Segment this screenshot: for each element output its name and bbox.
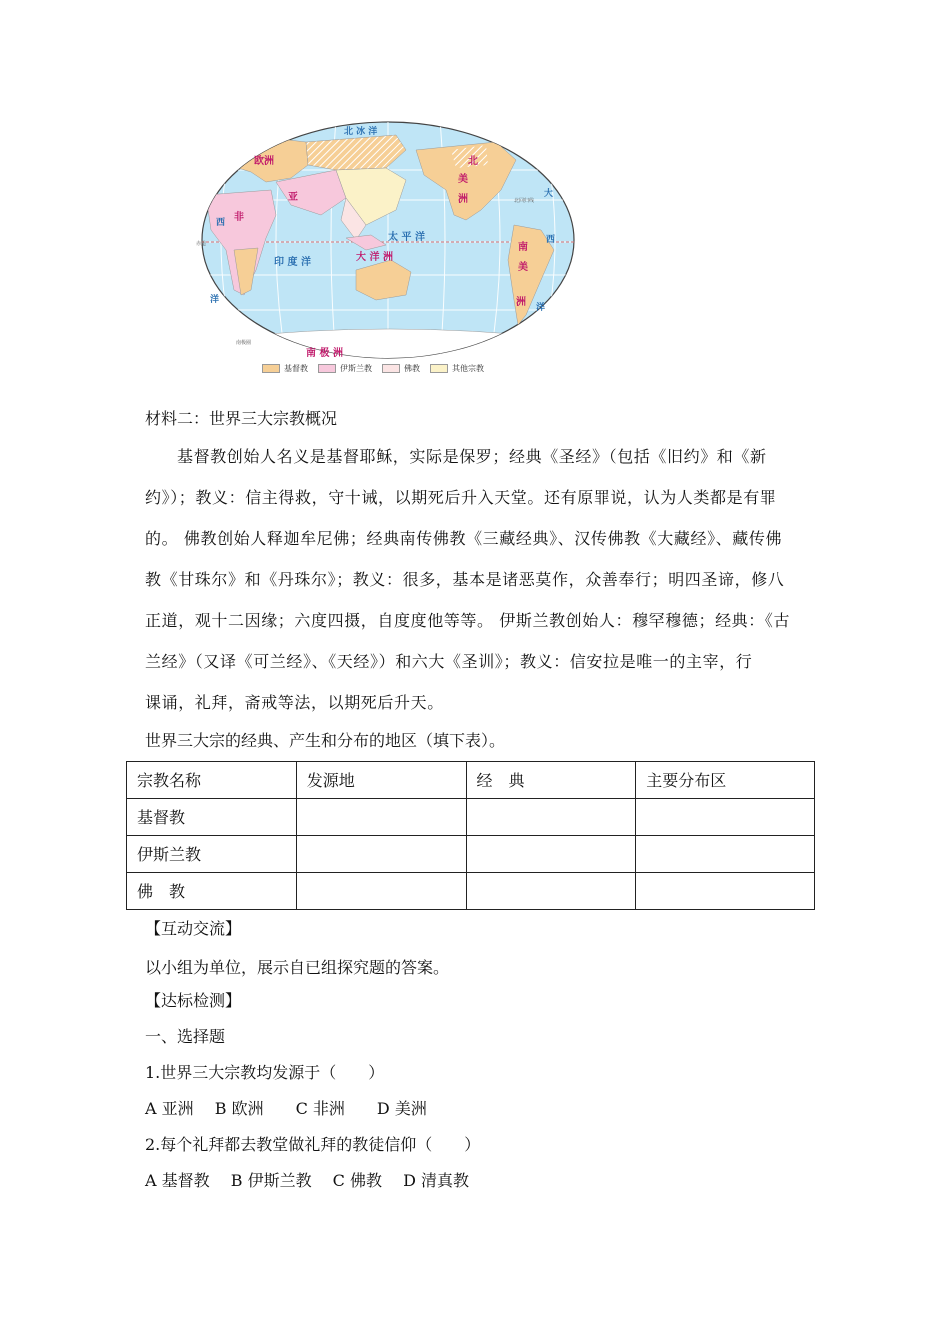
legend-swatch	[382, 364, 400, 373]
label-pacific: 太 平 洋	[388, 232, 425, 243]
material-line: 的。 佛教创始人释迦牟尼佛；经典南传佛教《三藏经典》、汉传佛教《大藏经》、藏传佛	[145, 529, 783, 548]
interact-title: 【互动交流】	[145, 919, 242, 938]
table-cell[interactable]	[636, 836, 815, 873]
label-na-3: 洲	[458, 194, 468, 205]
label-ocean-left: 洋	[210, 295, 220, 305]
label-ocean-right: 洋	[536, 303, 546, 313]
label-west-left: 西	[216, 218, 226, 228]
interact-text: 以小组为单位，展示自已组探究题的答案。	[145, 958, 450, 977]
label-na-1: 北	[468, 156, 478, 167]
material-line: 教《甘珠尔》和《丹珠尔》；教义：很多，基本是诸恶莫作，众善奉行；明四圣谛，修八	[145, 570, 785, 589]
table-cell[interactable]	[296, 799, 466, 836]
label-na-2: 美	[458, 174, 468, 185]
table-row	[127, 836, 815, 873]
table-intro: 世界三大宗的经典、产生和分布的地区（填下表）。	[145, 731, 506, 750]
table-row	[127, 873, 815, 910]
legend-swatch	[262, 364, 280, 373]
legend-item	[430, 363, 484, 374]
table-header-cell: 主要分布区	[636, 762, 815, 799]
check-title: 【达标检测】	[145, 991, 242, 1010]
legend-label: 伊斯兰教	[340, 363, 372, 373]
legend-swatch	[318, 364, 336, 373]
map-legend	[262, 361, 494, 375]
table-cell[interactable]	[636, 873, 815, 910]
table-cell: 伊斯兰教	[127, 836, 297, 873]
label-africa: 非	[234, 212, 244, 223]
map-graphic	[196, 120, 581, 382]
table-row	[127, 799, 815, 836]
material-line: 兰经》（又译《可兰经》、《天经》）和六大《圣训》；教义：信安拉是唯一的主宰，行	[145, 652, 753, 671]
legend-item	[262, 363, 308, 374]
label-indian: 印 度 洋	[274, 257, 311, 268]
material-paragraph	[145, 436, 805, 723]
question-2-options: A 基督教 B 伊斯兰教 C 佛教 D 清真教	[145, 1171, 469, 1190]
table-cell[interactable]	[636, 799, 815, 836]
table-cell[interactable]	[296, 873, 466, 910]
material-heading: 材料二：世界三大宗教概况	[145, 409, 338, 428]
table-header-cell: 发源地	[296, 762, 466, 799]
material-line: 课诵，礼拜，斋戒等法，以期死后升天。	[145, 693, 444, 712]
religion-table	[126, 761, 815, 910]
label-great: 大	[544, 189, 554, 199]
world-religion-map	[196, 120, 581, 382]
question-2: 2.每个礼拜都去教堂做礼拜的教徒信仰（ ）	[145, 1135, 481, 1154]
legend-label: 基督教	[284, 363, 308, 373]
label-europe: 欧洲	[254, 156, 274, 167]
table-header-cell: 宗教名称	[127, 762, 297, 799]
legend-label: 佛教	[404, 363, 420, 373]
label-antarctica: 南 极 洲	[306, 348, 343, 359]
question-1: 1.世界三大宗教均发源于（ ）	[145, 1063, 385, 1082]
label-west-right: 西	[546, 235, 556, 245]
table-cell[interactable]	[466, 836, 636, 873]
table-cell[interactable]	[466, 873, 636, 910]
label-oceania: 大 洋 洲	[356, 252, 393, 263]
table-header-row	[127, 762, 815, 799]
material-line: 约》）；教义：信主得救，守十诫，以期死后升入天堂。还有原罪说，认为人类都是有罪	[145, 488, 777, 507]
question-1-options: A 亚洲 B 欧洲 C 非洲 D 美洲	[145, 1099, 427, 1118]
material-line: 正道，观十二因缘；六度四摄，自度度他等等。 伊斯兰教创始人：穆罕穆德；经典：《古	[145, 611, 791, 630]
label-asia: 亚	[288, 192, 298, 203]
section-title: 一、选择题	[145, 1027, 226, 1046]
legend-swatch	[430, 364, 448, 373]
table-cell: 佛 教	[127, 873, 297, 910]
legend-item	[382, 363, 420, 374]
label-equator: 赤道	[196, 241, 207, 247]
table-header-cell: 经 典	[466, 762, 636, 799]
label-tropic: 北回归线	[514, 198, 535, 204]
label-arctic: 北 冰 洋	[344, 127, 378, 137]
legend-label: 其他宗教	[452, 363, 484, 373]
label-antarctic-circle: 南极圈	[236, 340, 252, 346]
table-cell: 基督教	[127, 799, 297, 836]
label-sa-2: 美	[518, 262, 528, 273]
table-cell[interactable]	[296, 836, 466, 873]
label-sa-1: 南	[518, 242, 528, 253]
table-cell[interactable]	[466, 799, 636, 836]
label-sa-3: 洲	[516, 297, 526, 308]
legend-item	[318, 363, 372, 374]
material-line: 基督教创始人名义是基督耶稣，实际是保罗；经典《圣经》（包括《旧约》和《新	[177, 447, 767, 466]
